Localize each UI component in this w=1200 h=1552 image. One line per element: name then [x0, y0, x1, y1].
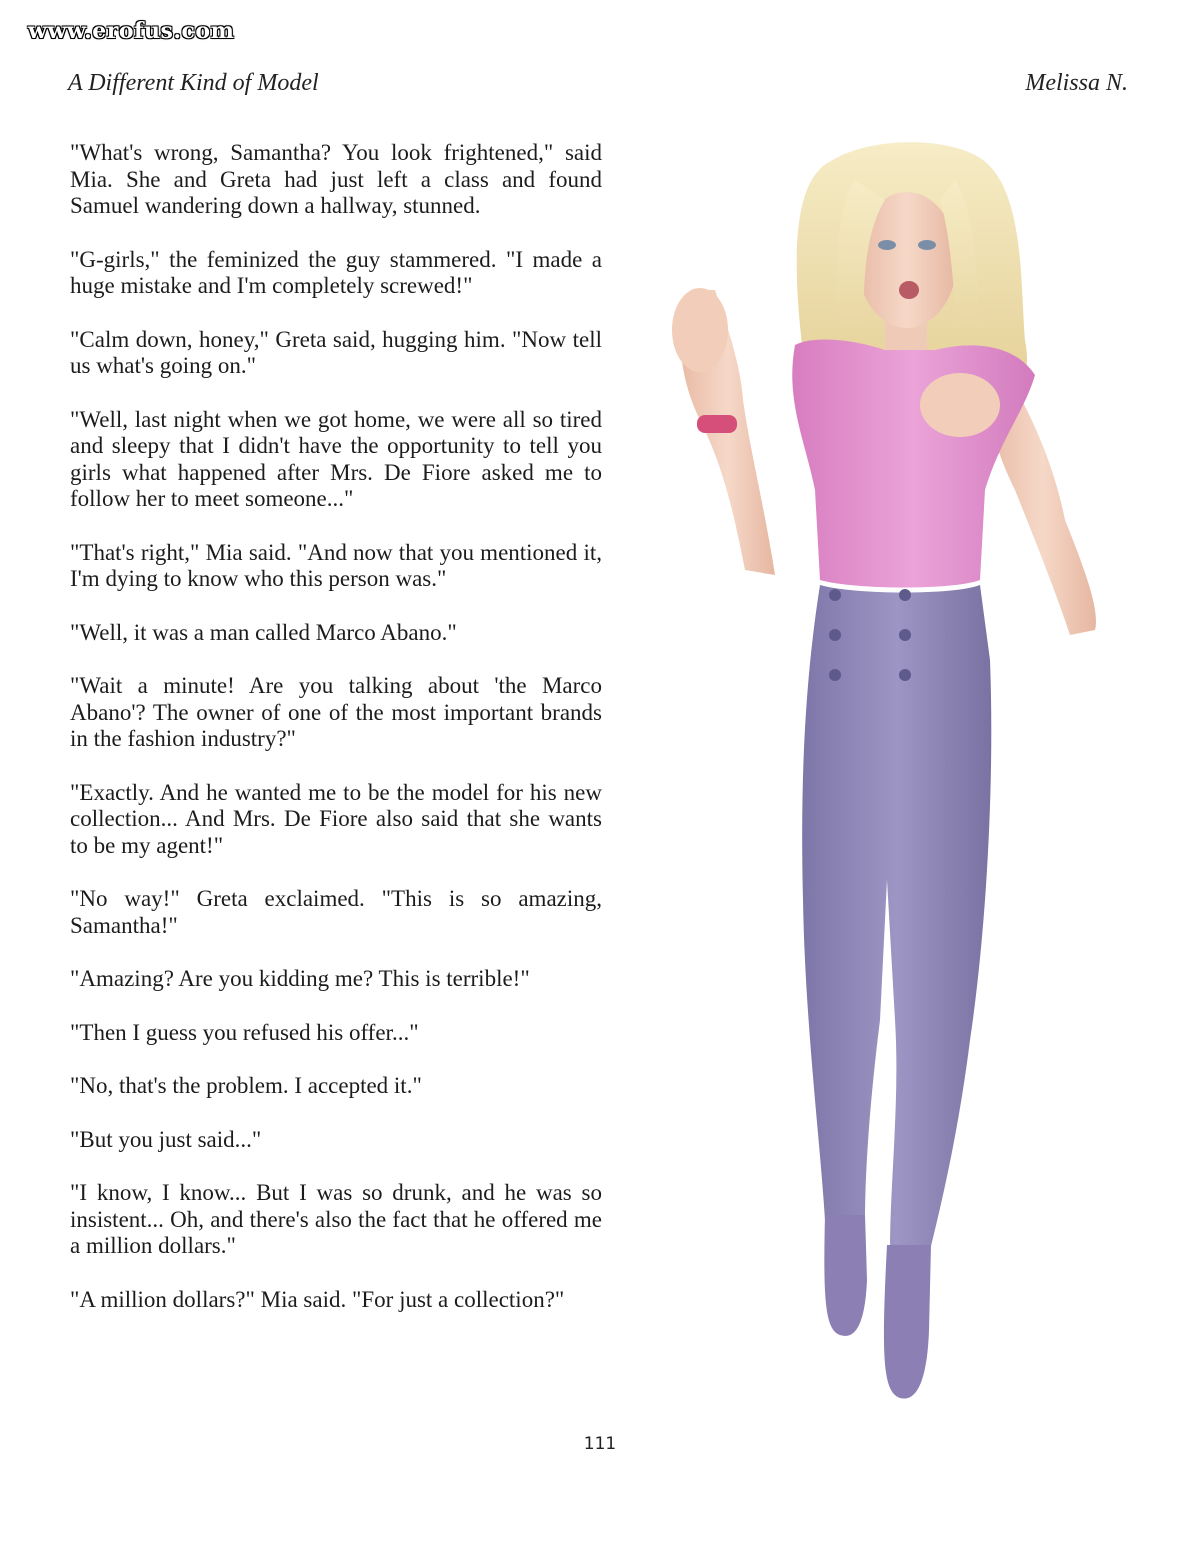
page-number: 111 [583, 1434, 617, 1454]
paragraph: "Exactly. And he wanted me to be the model for his new collection... And Mrs. De Fiore also said that she wants to be my agent!" [70, 779, 602, 858]
bracelet [697, 415, 737, 433]
right-sandal [884, 1245, 931, 1399]
paragraph: "A million dollars?" Mia said. "For just a collection?" [70, 1286, 565, 1312]
paragraph: "No way!" Greta exclaimed. "This is so amazing, Samantha!" [70, 886, 602, 938]
left-sandal [824, 1215, 867, 1336]
paragraph: "Well, last night when we got home, we were all so tired and sleepy that I didn't have the opportunity to tell you girls what happened after Mrs. De Fiore asked me to follow her to meet someone..." [70, 406, 602, 511]
paragraph: "G-girls," the feminized the guy stammered. "I made a huge mistake and I'm completely screwed!" [70, 246, 602, 298]
paragraph: "That's right," Mia said. "And now that you mentioned it, I'm dying to know who this person was." [70, 539, 602, 591]
watermark: www.erofus.com [28, 18, 235, 44]
story-text [70, 140, 602, 1340]
paragraph: "I know, I know... But I was so drunk, and he was so insistent... Oh, and there's also the fact that he offered me a million dollars." [70, 1180, 602, 1258]
paragraph: "Well, it was a man called Marco Abano." [70, 619, 457, 645]
paragraph: "Wait a minute! Are you talking about 'the Marco Abano'? The owner of one of the most important brands in the fashion industry?" [70, 673, 602, 751]
author-name: Melissa N. [1025, 70, 1128, 96]
book-title: A Different Kind of Model [68, 70, 319, 96]
character-illustration [655, 140, 1115, 1405]
hand [920, 373, 1000, 437]
pants [802, 585, 991, 1250]
paragraph: "Calm down, honey," Greta said, hugging him. "Now tell us what's going on." [70, 326, 602, 378]
paragraph: "No, that's the problem. I accepted it." [70, 1073, 422, 1098]
blouse [792, 340, 1035, 588]
paragraph: "But you just said..." [70, 1126, 262, 1152]
paragraph: "Then I guess you refused his offer..." [70, 1019, 419, 1045]
paragraph: "What's wrong, Samantha? You look frightened," said Mia. She and Greta had just left a class and found Samuel wandering down a hallway, stunned. [70, 140, 602, 218]
paragraph: "Amazing? Are you kidding me? This is terrible!" [70, 966, 530, 991]
